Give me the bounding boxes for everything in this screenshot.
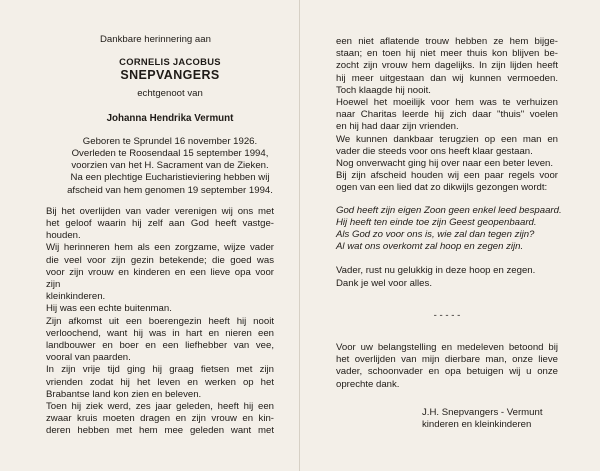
signature xyxy=(336,407,558,431)
paragraph-farewell xyxy=(336,170,558,194)
right-column xyxy=(336,0,562,431)
text-line: zwaar kruis moeten dragen en zijn vrouw en kin- xyxy=(46,413,274,425)
text-line: vader die steeds voor ons heeft klaar gestaan. xyxy=(336,145,533,157)
text-line: oprechte dank. xyxy=(336,378,400,390)
text-line: het overlijden van mijn dierbare man, onze lieve xyxy=(336,354,558,366)
divider: - - - - - xyxy=(433,309,461,321)
text-line: Nog onverwacht ging hij over naar een beter leven. xyxy=(336,158,554,170)
card-fold-line xyxy=(299,0,300,471)
text-line: Vader, rust nu gelukkig in deze hoop en zegen. xyxy=(336,265,536,277)
text-line: hij meer uitgestaan dan wij kunnen vermoeden. xyxy=(336,72,558,84)
text-line: een niet aflatende trouw hebben ze hem bijge- xyxy=(336,36,558,47)
date-line: afscheid van hem genomen 19 september 1994. xyxy=(67,184,273,196)
text-line: het geloof waarin hij zelf aan God heeft vastge- xyxy=(46,218,274,230)
verse-line: Hij heeft ten einde toe zijn Geest geopenbaard. xyxy=(336,216,537,228)
text-line: voor zijn vrouw en kinderen en een lieve opa voor zijn xyxy=(46,266,274,291)
text-line: Brabantse land kon zien en beleven. xyxy=(46,388,202,400)
text-line: vader, schoonvader en opa betuigen wij u onze xyxy=(336,366,558,378)
text-line: vrienden zodat hij het leven en werken op het xyxy=(46,376,274,388)
text-line: ogen van een lied dat zo dikwijls gezongen wordt: xyxy=(336,182,548,194)
text-line: We kunnen dankbaar terugzien op een man en xyxy=(336,133,558,145)
date-line: voorzien van het H. Sacrament van de Zieken. xyxy=(71,160,269,172)
date-line: Geboren te Sprundel 16 november 1926. xyxy=(82,135,258,147)
date-line: Overleden te Roosendaal 15 september 1994, xyxy=(71,148,269,160)
deceased-surname: SNEPVANGERS xyxy=(120,68,220,83)
blessing xyxy=(336,265,558,289)
paragraph-gratitude xyxy=(336,134,558,158)
heading: Dankbare herinnering aan xyxy=(100,34,211,45)
verse-line: Als God zo voor ons is, wie zal dan tegen zijn? xyxy=(336,229,535,241)
text-line: deren hebben met hem mee geleden want met xyxy=(46,425,274,437)
spouse-label: echtgenoot van xyxy=(137,88,203,100)
text-line: kleinkinderen. xyxy=(46,291,106,303)
paragraph-faith xyxy=(46,206,274,243)
signature-name: J.H. Snepvangers - Vermunt xyxy=(422,406,543,418)
text-line: houden. xyxy=(46,230,81,242)
verse-line: Al wat ons overkomt zal hoop en zegen zijn. xyxy=(336,241,524,253)
date-line: Na een plechtige Eucharistieviering hebben wij xyxy=(70,172,270,184)
text-line: Bij zijn afscheid houden wij een paar regels voor xyxy=(336,170,558,182)
text-line: zocht zijn vrouw hem dagelijks. In zijn lijden heeft xyxy=(336,60,558,72)
text-line: Voor uw belangstelling en medeleven betoond bij xyxy=(336,342,558,354)
verse xyxy=(336,204,562,254)
text-line: Dank je wel voor alles. xyxy=(336,277,432,289)
paragraph-illness xyxy=(46,401,274,438)
paragraph-move xyxy=(336,97,558,134)
text-line: staan; en toen hij niet meer thuis kon blijven be- xyxy=(336,48,558,60)
text-line: naar Charitas leerde hij zich daar "thuis" voelen xyxy=(336,109,558,121)
signature-family: kinderen en kleinkinderen xyxy=(422,419,532,431)
text-line: Hij was een echte buitenman. xyxy=(46,303,172,315)
text-line: Wij herinneren hem als een zorgzame, wijze vader xyxy=(46,242,274,254)
text-line: vooral van paarden. xyxy=(46,352,131,364)
left-column xyxy=(46,0,274,438)
text-line: Bij het overlijden van vader verenigen wij ons met xyxy=(46,205,274,217)
text-line: landbouwer en boer en een liefhebber van vee, xyxy=(46,340,274,352)
text-line: Zijn afkomst uit een boerengezin heeft hij nooit xyxy=(46,315,274,327)
text-line: en hij had daar zijn vrienden. xyxy=(336,121,459,133)
paragraph-outdoorsman xyxy=(46,303,274,315)
paragraph-origin xyxy=(46,316,274,365)
text-line: verloochend, want hij was in hart en nieren een xyxy=(46,327,274,339)
text-line: Toch klaagde hij nooit. xyxy=(336,84,431,96)
deceased-first-names: CORNELIS JACOBUS xyxy=(119,56,221,68)
text-line: Toen hij ziek werd, zes jaar geleden, heeft hij een xyxy=(46,401,274,413)
paragraph-cycling xyxy=(46,364,274,401)
spouse-name: Johanna Hendrika Vermunt xyxy=(106,112,234,124)
paragraph-loyalty xyxy=(336,36,558,97)
paragraph-father xyxy=(46,242,274,303)
text-line: Hoewel het moeilijk voor hem was te verhuizen xyxy=(336,97,558,109)
thanks-paragraph xyxy=(336,342,558,391)
paragraph-passing xyxy=(336,158,558,170)
dates-block xyxy=(66,136,274,197)
text-line: die veel voor zijn gezin betekende; die goed was xyxy=(46,254,274,266)
verse-line: God heeft zijn eigen Zoon geen enkel leed bespaard. xyxy=(336,204,562,216)
text-line: In zijn vrije tijd ging hij graag fietsen met zijn xyxy=(46,364,274,376)
